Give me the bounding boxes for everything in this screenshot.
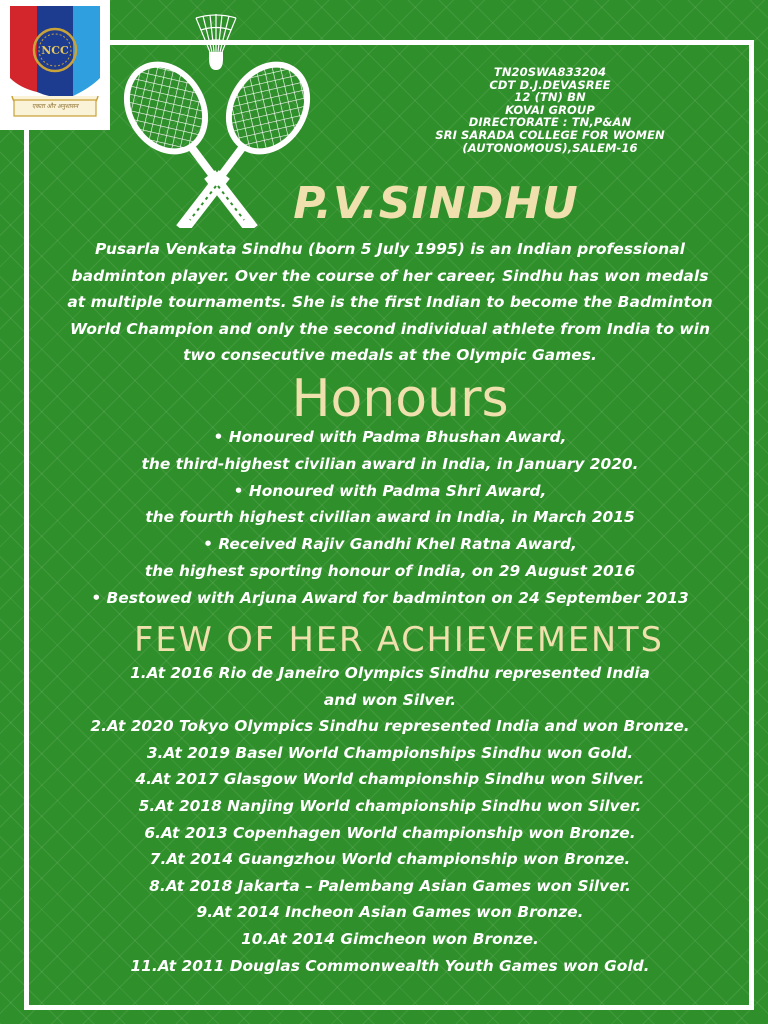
cadet-line: KOVAI GROUP bbox=[505, 102, 595, 117]
cadet-line: DIRECTORATE : TN,P&AN bbox=[468, 115, 632, 130]
cadet-line: (AUTONOMOUS),SALEM-16 bbox=[462, 140, 638, 155]
page-title: P.V.SINDHU bbox=[293, 178, 579, 229]
honours-line: the third-highest civilian award in India, in January 2020. bbox=[141, 454, 639, 473]
achievement-line: and won Silver. bbox=[323, 690, 457, 709]
logo-motto: एकता और अनुशासन bbox=[31, 103, 79, 110]
honours-line: • Honoured with Padma Bhushan Award, bbox=[213, 428, 567, 446]
cadet-line: 12 (TN) BN bbox=[514, 90, 586, 105]
honours-line: • Bestowed with Arjuna Award for badminton on 24 September 2013 bbox=[91, 588, 689, 607]
cadet-line: CDT D.J.DEVASREE bbox=[489, 77, 611, 92]
achievement-line: 7.At 2014 Guangzhou World championship won Bronze. bbox=[149, 850, 631, 869]
achievement-line: 4.At 2017 Glasgow World championship Sindhu won Silver. bbox=[135, 770, 645, 789]
achievements-list bbox=[54, 660, 726, 979]
cadet-line: SRI SARADA COLLEGE FOR WOMEN bbox=[435, 127, 665, 142]
bio-paragraph: Pusarla Venkata Sindhu (born 5 July 1995) is an Indian professional badminton player. Over the course of her career, Sindhu has won medals at multiple tournaments. She is the first Indian to become the Badminton World Champion and only the second individual athlete from India to win two consecutive medals at the Olympic Games. bbox=[67, 240, 713, 364]
honours-line: the highest sporting honour of India, on 29 August 2016 bbox=[144, 561, 636, 580]
honours-line: • Received Rajiv Gandhi Khel Ratna Award, bbox=[203, 535, 577, 554]
honours-list bbox=[54, 424, 726, 612]
achievement-line: 1.At 2016 Rio de Janeiro Olympics Sindhu represented India bbox=[130, 664, 650, 682]
honours-heading: Honours bbox=[291, 369, 509, 429]
cadet-line: TN20SWA833204 bbox=[493, 65, 607, 79]
achievement-line: 11.At 2011 Douglas Commonwealth Youth Games won Gold. bbox=[130, 956, 650, 975]
logo-text: NCC bbox=[41, 44, 69, 57]
achievement-line: 2.At 2020 Tokyo Olympics Sindhu represented India and won Bronze. bbox=[90, 717, 690, 736]
achievement-line: 9.At 2014 Incheon Asian Games won Bronze. bbox=[196, 903, 584, 922]
achievements-heading: FEW OF HER ACHIEVEMENTS bbox=[134, 620, 664, 659]
honours-line: the fourth highest civilian award in India, in March 2015 bbox=[145, 508, 635, 527]
ncc-logo bbox=[0, 0, 110, 130]
cadet-details bbox=[424, 66, 676, 154]
achievement-line: 10.At 2014 Gimcheon won Bronze. bbox=[241, 929, 539, 948]
achievement-line: 6.At 2013 Copenhagen World championship won Bronze. bbox=[144, 823, 636, 842]
achievement-line: 8.At 2018 Jakarta – Palembang Asian Games won Silver. bbox=[149, 876, 631, 895]
achievement-line: 3.At 2019 Basel World Championships Sindhu won Gold. bbox=[146, 743, 634, 762]
achievement-line: 5.At 2018 Nanjing World championship Sindhu won Silver. bbox=[138, 796, 642, 815]
honours-line: • Honoured with Padma Shri Award, bbox=[233, 481, 547, 500]
